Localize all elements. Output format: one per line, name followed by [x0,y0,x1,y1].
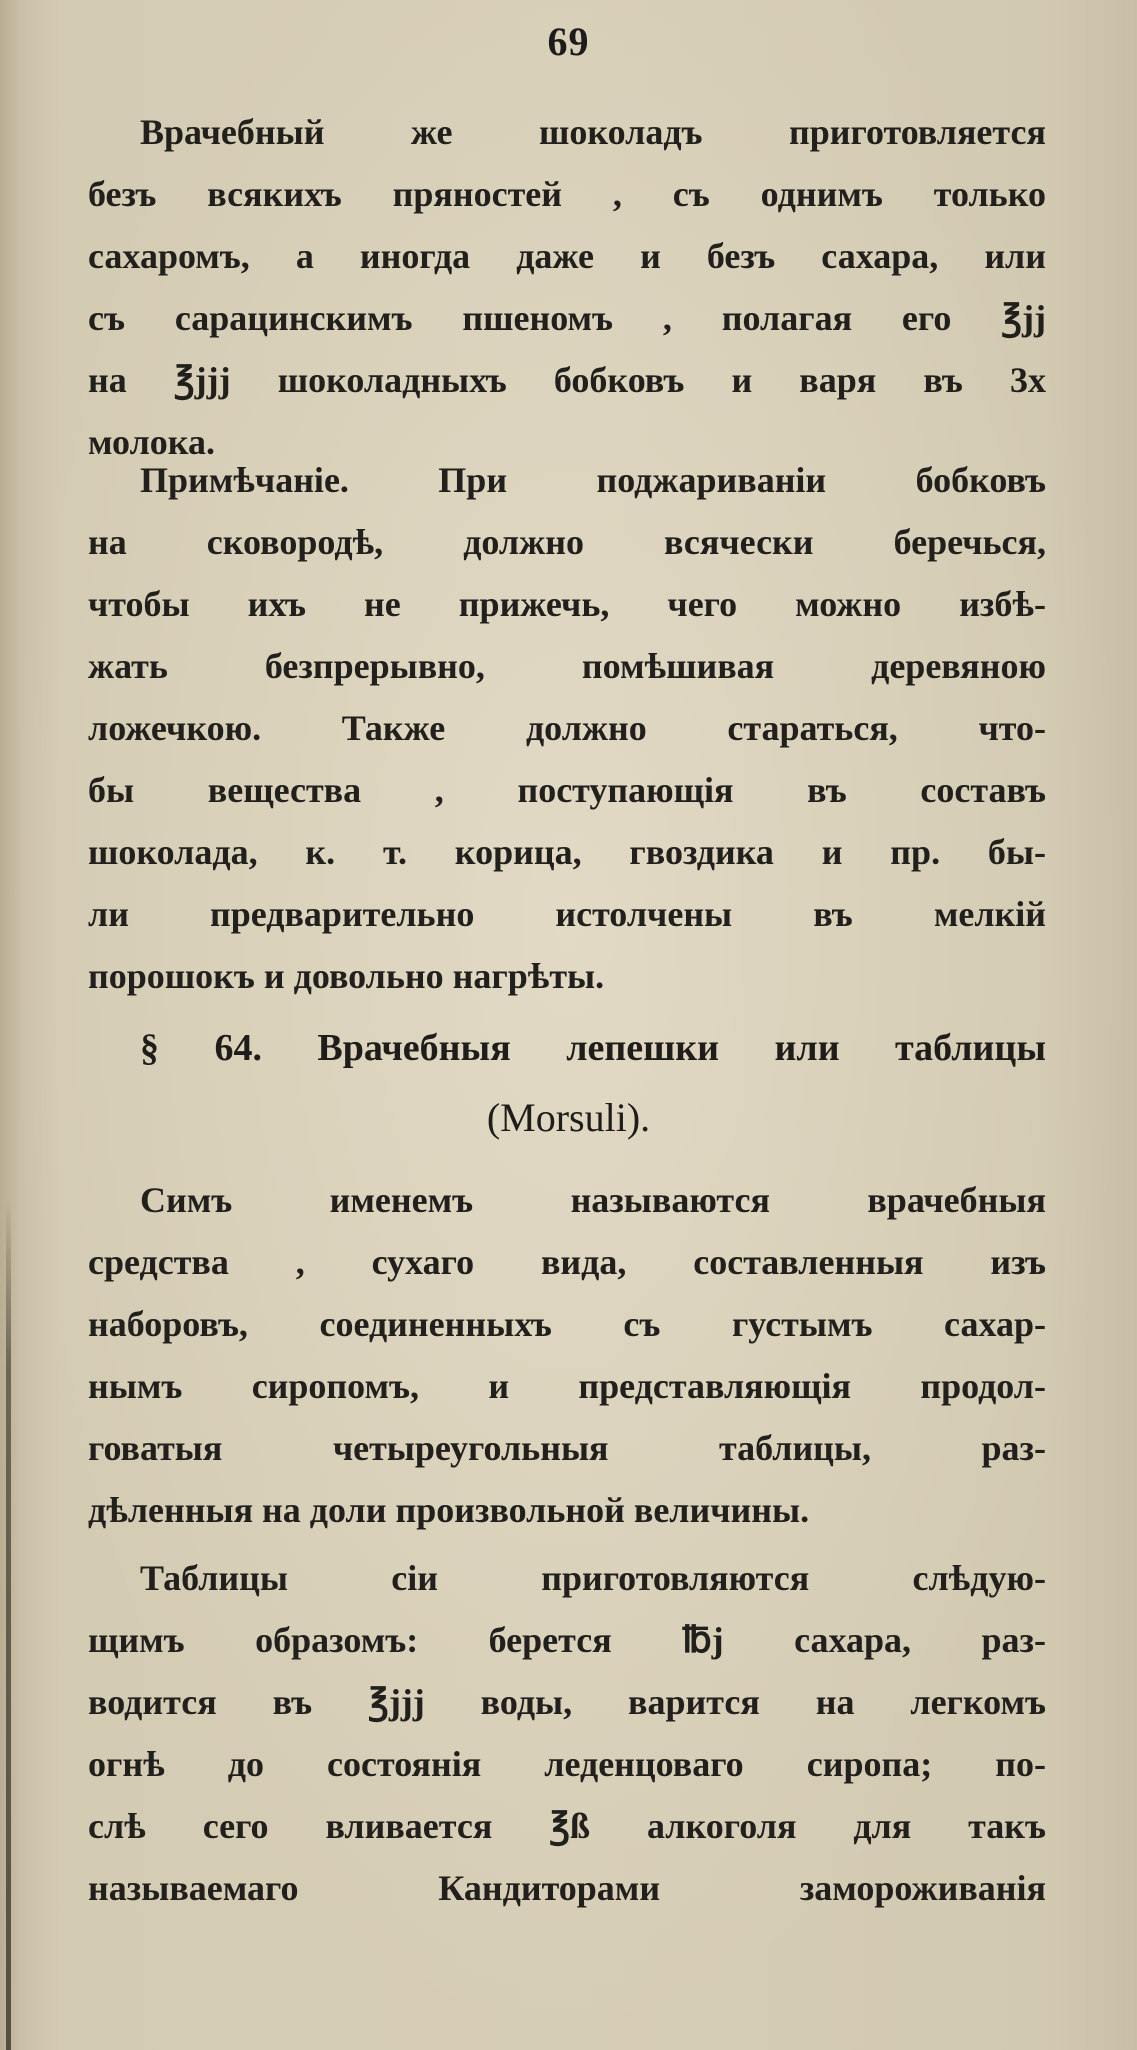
text-line: Симъ именемъ называются врачебныя [140,1180,1046,1220]
text-line: говатыя четыреугольныя таблицы, раз- [88,1428,1046,1468]
text-line: Врачебный же шоколадъ приготовляется [140,112,1046,152]
text-line: порошокъ и довольно нагрѣты. [88,956,605,996]
text-line: молока. [88,422,215,462]
text-line: бы вещества , поступающія въ составъ [88,770,1046,810]
text-line: жать безпрерывно, помѣшивая деревяною [88,646,1046,686]
page-number: 69 [547,19,590,64]
text-line: на сковородѣ, должно всячески беречься, [88,522,1046,562]
text-line: на ℥jjj шоколадныхъ бобковъ и варя въ 3х [88,360,1046,400]
text-line: ли предварительно истолчены въ мелкій [88,894,1046,934]
text-line: нымъ сиропомъ, и представляющія продол- [88,1366,1046,1406]
text-line: ложечкою. Также должно стараться, что- [88,708,1046,748]
text-line: водится въ ℥jjj воды, варится на легкомъ [88,1682,1046,1722]
text-line: Примѣчаніе. При поджариваніи бобковъ [140,460,1046,500]
section-subheading: (Morsuli). [486,1095,651,1140]
text-line: сахаромъ, а иногда даже и безъ сахара, или [88,236,1046,276]
text-line: называемаго Кандиторами замороживанія [88,1868,1046,1908]
text-line: съ сарацинскимъ пшеномъ , полагая его ℥jj [88,298,1046,338]
text-line: средства , сухаго вида, составленныя изъ [88,1242,1046,1282]
text-line: огнѣ до состоянія леденцоваго сиропа; по- [88,1744,1046,1784]
binding-shadow [6,1200,11,2050]
text-line: Таблицы сіи приготовляются слѣдую- [140,1558,1046,1598]
text-line: безъ всякихъ пряностей , съ однимъ только [88,174,1046,214]
section-heading: § 64. Врачебныя лепешки или таблицы [140,1027,1046,1069]
text-line: чтобы ихъ не прижечь, чего можно избѣ- [88,584,1046,624]
text-line: наборовъ, соединенныхъ съ густымъ сахар- [88,1304,1046,1344]
text-line: щимъ образомъ: берется ℔j сахара, раз- [88,1620,1046,1660]
text-line: дѣленныя на доли произвольной величины. [88,1490,810,1530]
text-line: слѣ сего вливается ℥ß алкоголя для такъ [88,1806,1046,1846]
text-line: шоколада, к. т. корица, гвоздика и пр. бы- [88,832,1046,872]
